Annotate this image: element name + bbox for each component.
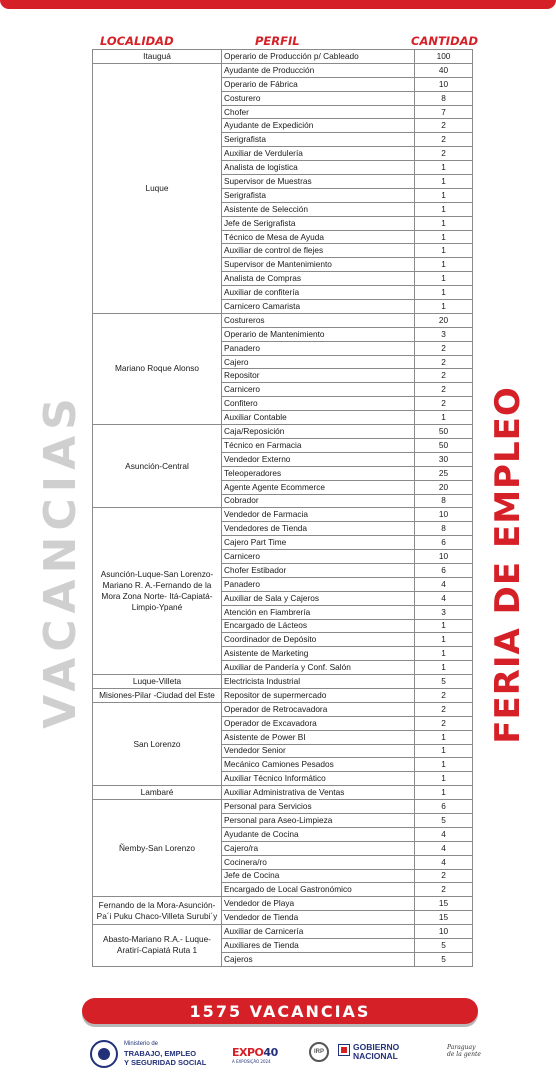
- localidad-cell: Ñemby-San Lorenzo: [93, 800, 222, 897]
- header-perfil: PERFIL: [255, 34, 300, 48]
- perfil-cell: Ayudante de Expedición: [222, 119, 415, 133]
- perfil-cell: Asistente de Marketing: [222, 647, 415, 661]
- localidad-cell: Lambaré: [93, 786, 222, 800]
- perfil-cell: Vendedor de Farmacia: [222, 508, 415, 522]
- vacancies-table: [92, 49, 473, 967]
- cantidad-cell: 2: [415, 119, 473, 133]
- perfil-cell: Caja/Reposición: [222, 425, 415, 439]
- cantidad-cell: 3: [415, 605, 473, 619]
- table-row: [93, 897, 473, 911]
- cantidad-cell: 10: [415, 550, 473, 564]
- localidad-cell: Mariano Roque Alonso: [93, 313, 222, 424]
- cantidad-cell: 4: [415, 577, 473, 591]
- perfil-cell: Serigrafista: [222, 133, 415, 147]
- perfil-cell: Atención en Fiambrería: [222, 605, 415, 619]
- expo-logo: EXPO40 A EXPOSIÇÃO 2024: [232, 1046, 278, 1064]
- cantidad-cell: 1: [415, 758, 473, 772]
- cantidad-cell: 10: [415, 508, 473, 522]
- table-row: [93, 313, 473, 327]
- cantidad-cell: 1: [415, 258, 473, 272]
- cantidad-cell: 1: [415, 188, 473, 202]
- localidad-cell: Abasto-Mariano R.A.- Luque-Aratirí-Capiatá Ruta 1: [93, 925, 222, 967]
- cantidad-cell: 2: [415, 869, 473, 883]
- cantidad-cell: 15: [415, 911, 473, 925]
- perfil-cell: Técnico de Mesa de Ayuda: [222, 230, 415, 244]
- cantidad-cell: 1: [415, 175, 473, 189]
- perfil-cell: Asistente de Selección: [222, 202, 415, 216]
- cantidad-cell: 7: [415, 105, 473, 119]
- cantidad-cell: 20: [415, 313, 473, 327]
- perfil-cell: Serigrafista: [222, 188, 415, 202]
- cantidad-cell: 1: [415, 744, 473, 758]
- perfil-cell: Cajero/ra: [222, 841, 415, 855]
- perfil-cell: Cocinera/ro: [222, 855, 415, 869]
- perfil-cell: Electricista Industrial: [222, 675, 415, 689]
- perfil-cell: Vendedores de Tienda: [222, 522, 415, 536]
- perfil-cell: Asistente de Power BI: [222, 730, 415, 744]
- cantidad-cell: 15: [415, 897, 473, 911]
- cantidad-cell: 4: [415, 841, 473, 855]
- cantidad-cell: 1: [415, 230, 473, 244]
- paraguay-signature-logo: Paraguay de la gente: [447, 1044, 481, 1058]
- perfil-cell: Panadero: [222, 577, 415, 591]
- total-vacancies-text: 1575 VACANCIAS: [189, 1001, 371, 1021]
- perfil-cell: Coordinador de Depósito: [222, 633, 415, 647]
- perfil-cell: Analista de Compras: [222, 272, 415, 286]
- cantidad-cell: 5: [415, 675, 473, 689]
- localidad-cell: Asunción-Central: [93, 425, 222, 508]
- cantidad-cell: 2: [415, 147, 473, 161]
- cantidad-cell: 10: [415, 925, 473, 939]
- localidad-cell: San Lorenzo: [93, 702, 222, 785]
- localidad-cell: Misiones-Pilar -Ciudad del Este: [93, 688, 222, 702]
- perfil-cell: Técnico en Farmacia: [222, 438, 415, 452]
- cantidad-cell: 8: [415, 522, 473, 536]
- perfil-cell: Vendedor de Playa: [222, 897, 415, 911]
- cantidad-cell: 10: [415, 77, 473, 91]
- perfil-cell: Auxiliar Administrativa de Ventas: [222, 786, 415, 800]
- cantidad-cell: 1: [415, 411, 473, 425]
- cantidad-cell: 4: [415, 591, 473, 605]
- table-row: [93, 786, 473, 800]
- perfil-cell: Vendedor Senior: [222, 744, 415, 758]
- cantidad-cell: 2: [415, 716, 473, 730]
- perfil-cell: Operario de Fábrica: [222, 77, 415, 91]
- footer-logos: [0, 1036, 556, 1076]
- cantidad-cell: 6: [415, 536, 473, 550]
- cantidad-cell: 2: [415, 341, 473, 355]
- table-row: [93, 702, 473, 716]
- gobierno-flag-icon: [338, 1044, 350, 1056]
- side-title-vacancias: VACANCIAS: [34, 391, 86, 729]
- perfil-cell: Operario de Mantenimiento: [222, 327, 415, 341]
- perfil-cell: Auxiliar de Verdulería: [222, 147, 415, 161]
- perfil-cell: Auxiliares de Tienda: [222, 939, 415, 953]
- localidad-cell: Fernando de la Mora-Asunción-Pa´i Puku Chaco-Villeta Surubi´y: [93, 897, 222, 925]
- perfil-cell: Auxiliar de Pandería y Conf. Salón: [222, 661, 415, 675]
- side-title-feria: FERIA DE EMPLEO: [488, 386, 528, 744]
- cantidad-cell: 4: [415, 855, 473, 869]
- localidad-cell: Asunción-Luque-San Lorenzo-Mariano R. A.-Fernando de la Mora Zona Norte- Itá-Capiatá-Limpio-Ypané: [93, 508, 222, 675]
- perfil-cell: Operario de Producción p/ Cableado: [222, 50, 415, 64]
- table-row: [93, 688, 473, 702]
- cantidad-cell: 4: [415, 827, 473, 841]
- cantidad-cell: 2: [415, 397, 473, 411]
- cantidad-cell: 5: [415, 813, 473, 827]
- perfil-cell: Repositor: [222, 369, 415, 383]
- perfil-cell: Carnicero: [222, 550, 415, 564]
- table-row: [93, 63, 473, 77]
- perfil-cell: Cajero Part Time: [222, 536, 415, 550]
- cantidad-cell: 1: [415, 300, 473, 314]
- perfil-cell: Cobrador: [222, 494, 415, 508]
- perfil-cell: Personal para Aseo-Limpieza: [222, 813, 415, 827]
- table-row: [93, 925, 473, 939]
- perfil-cell: Operador de Retrocavadora: [222, 702, 415, 716]
- perfil-cell: Vendedor Externo: [222, 452, 415, 466]
- perfil-cell: Vendedor de Tienda: [222, 911, 415, 925]
- cantidad-cell: 1: [415, 286, 473, 300]
- perfil-cell: Chofer Estibador: [222, 563, 415, 577]
- perfil-cell: Auxiliar de Sala y Cajeros: [222, 591, 415, 605]
- cantidad-cell: 2: [415, 688, 473, 702]
- table-row: [93, 675, 473, 689]
- perfil-cell: Auxiliar de control de flejes: [222, 244, 415, 258]
- cantidad-cell: 2: [415, 369, 473, 383]
- perfil-cell: Costureros: [222, 313, 415, 327]
- cantidad-cell: 5: [415, 952, 473, 966]
- table-row: [93, 508, 473, 522]
- table-row: [93, 50, 473, 64]
- vacancies-table-body: [93, 50, 473, 967]
- perfil-cell: Personal para Servicios: [222, 800, 415, 814]
- cantidad-cell: 3: [415, 327, 473, 341]
- cantidad-cell: 5: [415, 939, 473, 953]
- cantidad-cell: 2: [415, 383, 473, 397]
- cantidad-cell: 1: [415, 161, 473, 175]
- localidad-cell: Itauguá: [93, 50, 222, 64]
- perfil-cell: Carnicero: [222, 383, 415, 397]
- perfil-cell: Operador de Excavadora: [222, 716, 415, 730]
- perfil-cell: Mecánico Camiones Pesados: [222, 758, 415, 772]
- perfil-cell: Cajeros: [222, 952, 415, 966]
- perfil-cell: Encargado de Lácteos: [222, 619, 415, 633]
- cantidad-cell: 1: [415, 661, 473, 675]
- cantidad-cell: 1: [415, 244, 473, 258]
- cantidad-cell: 2: [415, 133, 473, 147]
- cantidad-cell: 1: [415, 216, 473, 230]
- cantidad-cell: 1: [415, 633, 473, 647]
- perfil-cell: Jefe de Cocina: [222, 869, 415, 883]
- cantidad-cell: 8: [415, 91, 473, 105]
- cantidad-cell: 1: [415, 619, 473, 633]
- cantidad-cell: 1: [415, 772, 473, 786]
- perfil-cell: Auxiliar de Carnicería: [222, 925, 415, 939]
- cantidad-cell: 50: [415, 425, 473, 439]
- cantidad-cell: 1: [415, 647, 473, 661]
- localidad-cell: Luque-Villeta: [93, 675, 222, 689]
- perfil-cell: Cajero: [222, 355, 415, 369]
- table-row: [93, 800, 473, 814]
- table-row: [93, 425, 473, 439]
- header-cantidad: CANTIDAD: [411, 34, 479, 48]
- cantidad-cell: 6: [415, 563, 473, 577]
- top-red-bar: [0, 0, 556, 9]
- cantidad-cell: 25: [415, 466, 473, 480]
- perfil-cell: Ayudante de Producción: [222, 63, 415, 77]
- cantidad-cell: 20: [415, 480, 473, 494]
- perfil-cell: Agente Agente Ecommerce: [222, 480, 415, 494]
- circle-logo-icon: IRP: [309, 1042, 329, 1062]
- cantidad-cell: 50: [415, 438, 473, 452]
- perfil-cell: Jefe de Serigrafista: [222, 216, 415, 230]
- perfil-cell: Ayudante de Cocina: [222, 827, 415, 841]
- localidad-cell: Luque: [93, 63, 222, 313]
- gobierno-nacional-logo: GOBIERNO NACIONAL: [353, 1042, 400, 1061]
- perfil-cell: Encargado de Local Gastronómico: [222, 883, 415, 897]
- header-localidad: LOCALIDAD: [100, 34, 174, 48]
- cantidad-cell: 30: [415, 452, 473, 466]
- perfil-cell: Carnicero Camarista: [222, 300, 415, 314]
- perfil-cell: Chofer: [222, 105, 415, 119]
- perfil-cell: Panadero: [222, 341, 415, 355]
- perfil-cell: Costurero: [222, 91, 415, 105]
- perfil-cell: Auxiliar Técnico Informático: [222, 772, 415, 786]
- cantidad-cell: 1: [415, 272, 473, 286]
- cantidad-cell: 2: [415, 355, 473, 369]
- perfil-cell: Auxiliar de confitería: [222, 286, 415, 300]
- perfil-cell: Confitero: [222, 397, 415, 411]
- cantidad-cell: 2: [415, 702, 473, 716]
- perfil-cell: Repositor de supermercado: [222, 688, 415, 702]
- cantidad-cell: 8: [415, 494, 473, 508]
- perfil-cell: Teleoperadores: [222, 466, 415, 480]
- cantidad-cell: 6: [415, 800, 473, 814]
- cantidad-cell: 1: [415, 786, 473, 800]
- perfil-cell: Analista de logística: [222, 161, 415, 175]
- cantidad-cell: 2: [415, 883, 473, 897]
- ministry-logo: Ministerio de TRABAJO, EMPLEO Y SEGURIDAD SOCIAL: [124, 1041, 207, 1067]
- cantidad-cell: 1: [415, 202, 473, 216]
- ministry-seal-icon: [90, 1040, 118, 1068]
- perfil-cell: Supervisor de Mantenimiento: [222, 258, 415, 272]
- perfil-cell: Auxiliar Contable: [222, 411, 415, 425]
- total-vacancies-banner: [82, 998, 478, 1024]
- perfil-cell: Supervisor de Muestras: [222, 175, 415, 189]
- cantidad-cell: 100: [415, 50, 473, 64]
- cantidad-cell: 1: [415, 730, 473, 744]
- cantidad-cell: 40: [415, 63, 473, 77]
